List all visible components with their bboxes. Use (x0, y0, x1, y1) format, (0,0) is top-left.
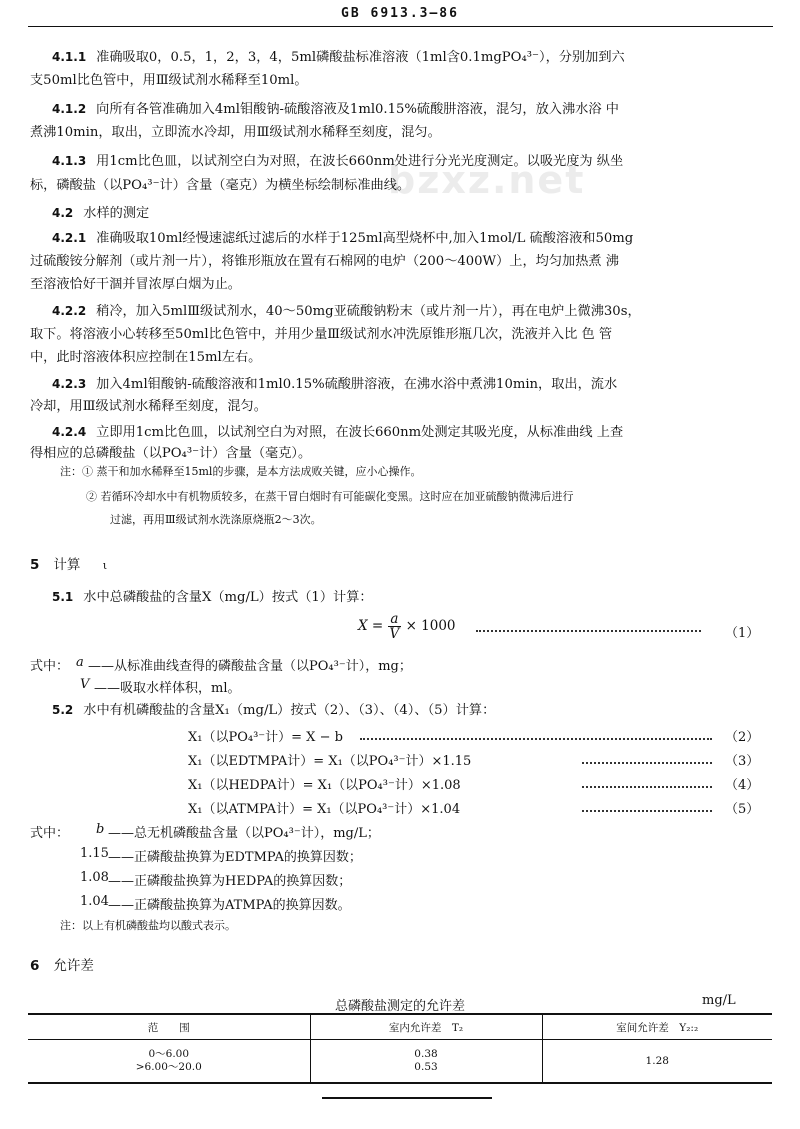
clause-number: 4.2.2 (52, 304, 87, 318)
equation: X₁（以EDTMPA计）= X₁（以PO₄³⁻计）×1.15 (188, 754, 472, 769)
body-line (52, 423, 766, 442)
table-cell-range: 0～6.00 >6.00～20.0 (28, 1040, 310, 1084)
note-line: 过滤，再用Ⅲ级试剂水洗涤原烧瓶2～3次。 (110, 513, 322, 526)
clause-text: 向所有各管准确加入4ml钼酸钠-硫酸溶液及1ml0.15%硫酸肼溶液，混匀，放入沸水浴 中 (96, 102, 619, 117)
note-line: 注：① 蒸干和加水稀释至15ml的步骤，是本方法成败关键，应小心操作。 (60, 465, 422, 478)
clause-text: 支50ml比色管中，用Ⅲ级试剂水稀释至10ml。 (30, 73, 308, 88)
leader-dots (582, 802, 712, 812)
clause-text: 取下。将溶液小心转移至50ml比色管中，并用少量Ⅲ级试剂水冲洗原锥形瓶几次，洗液并入比 色 管 (30, 327, 613, 342)
section-6-heading: 6 允许差 (30, 958, 94, 974)
leader-dots (582, 778, 712, 788)
definition: ——从标准曲线查得的磷酸盐含量（以PO₄³⁻计），mg； (88, 659, 412, 674)
symbol: a (76, 655, 84, 670)
equation-number: （4） (725, 778, 760, 793)
equation-number: （5） (725, 802, 760, 817)
clause-text: 准确吸取10ml经慢速滤纸过滤后的水样于125ml高型烧杯中,加入1mol/L 硫酸溶液和50mg (96, 231, 634, 246)
body-line (30, 398, 766, 416)
table-cell-intra: 0.38 0.53 (310, 1040, 542, 1084)
body-line (30, 124, 766, 142)
footer-rule (322, 1097, 492, 1099)
table-header: 范 围 (28, 1014, 310, 1040)
section-5-heading: 5 计算 ι (30, 557, 108, 573)
table-cell-inter: 1.28 (542, 1040, 772, 1084)
body-line (30, 326, 766, 344)
equation: X₁（以HEDPA计）= X₁（以PO₄³⁻计）×1.08 (188, 778, 461, 793)
symbol: 1.08 (80, 870, 109, 885)
clause-number: 4.1.3 (52, 154, 87, 168)
equation-number: （1） (725, 626, 760, 641)
body-line (52, 229, 766, 248)
symbol: 1.04 (80, 894, 109, 909)
symbol: V (80, 677, 90, 692)
clause-text: 立即用1cm比色皿，以试剂空白为对照，在波长660nm处测定其吸光度，从标准曲线 上查 (96, 425, 624, 440)
clause-number: 4.2 (52, 206, 74, 220)
body-line (30, 445, 766, 463)
clause-text: 至溶液恰好干涸并冒浓厚白烟为止。 (30, 277, 241, 292)
body-line (30, 349, 766, 367)
body-line (52, 100, 766, 119)
tolerance-table (28, 1013, 772, 1084)
clause-number: 4.2.1 (52, 231, 87, 245)
body-line (52, 375, 766, 394)
clause-5-1: 5.1 水中总磷酸盐的含量X（mg/L）按式（1）计算： (52, 590, 373, 605)
clause-text: 加入4ml钼酸钠-硫酸溶液和1ml0.15%硫酸肼溶液，在沸水浴中煮沸10min，取出，流水 (96, 377, 618, 392)
symbol: 1.15 (80, 846, 109, 861)
clause-number: 4.1.2 (52, 102, 87, 116)
clause-text: 煮沸10min，取出，立即流水冷却，用Ⅲ级试剂水稀释至刻度，混匀。 (30, 125, 441, 140)
definition: ——吸取水样体积，ml。 (94, 681, 241, 696)
leader-dots (360, 730, 712, 740)
equation-1: X = $\frac{a}{V}$ × 1000 (358, 611, 456, 642)
where-label: 式中： (30, 826, 70, 841)
table-header: 室间允许差 Y₂:₂ (542, 1014, 772, 1040)
equation: X₁（以PO₄³⁻计）= X − b (188, 730, 343, 745)
page-header: GB 6913.3—86 (341, 6, 459, 21)
clause-text: 准确吸取0，0.5，1，2，3，4，5ml磷酸盐标准溶液（1ml含0.1mgPO₄³⁻），分别加到六 (96, 50, 625, 65)
body-line (30, 72, 766, 90)
equation: X₁（以ATMPA计）= X₁（以PO₄³⁻计）×1.04 (188, 802, 461, 817)
body-line (30, 177, 766, 195)
definition: ——总无机磷酸盐含量（以PO₄³⁻计），mg/L； (108, 826, 380, 841)
definition: ——正磷酸盐换算为EDTMPA的换算因数； (108, 850, 362, 865)
note-line: ② 若循环冷却水中有机物质较多，在蒸干冒白烟时有可能碳化变黑。这时应在加亚硫酸钠微沸后进行 (86, 490, 574, 503)
header-rule (28, 26, 773, 27)
body-line (52, 152, 766, 171)
table-unit: mg/L (702, 993, 736, 1008)
equation-number: （3） (725, 754, 760, 769)
leader-dots (582, 754, 712, 764)
table-caption: 总磷酸盐测定的允许差 (334, 999, 465, 1014)
clause-number: 4.2.3 (52, 377, 87, 391)
equation-number: （2） (725, 730, 760, 745)
clause-text: 中，此时溶液体积应控制在15ml左右。 (30, 350, 262, 365)
leader-dots (476, 622, 701, 632)
clause-number: 4.2.4 (52, 425, 87, 439)
definition: ——正磷酸盐换算为ATMPA的换算因数。 (108, 898, 351, 913)
clause-text: 得相应的总磷酸盐（以PO₄³⁻计）含量（毫克）。 (30, 446, 312, 461)
clause-text: 标，磷酸盐（以PO₄³⁻计）含量（毫克）为横坐标绘制标准曲线。 (30, 178, 411, 193)
symbol: b (96, 822, 105, 837)
clause-text: 稍冷，加入5mlⅢ级试剂水，40～50mg亚硫酸钠粉末（或片剂一片），再在电炉上微沸30s， (96, 304, 641, 319)
clause-5-2: 5.2 水中有机磷酸盐的含量X₁（mg/L）按式（2）、（3）、（4）、（5）计算： (52, 703, 496, 718)
body-line (30, 253, 766, 271)
clause-text: 过硫酸铵分解剂（或片剂一片），将锥形瓶放在置有石棉网的电炉（200～400W）上，均匀加热煮 沸 (30, 254, 619, 269)
body-line (30, 276, 766, 294)
clause-text: 水样的测定 (83, 206, 150, 221)
table-header: 室内允许差 T₂ (310, 1014, 542, 1040)
note: 注：以上有机磷酸盐均以酸式表示。 (60, 919, 236, 932)
watermark: bzxz.net (388, 158, 586, 202)
clause-number: 4.1.1 (52, 50, 87, 64)
clause-text: 用1cm比色皿，以试剂空白为对照，在波长660nm处进行分光光度测定。以吸光度为 纵坐 (96, 154, 624, 169)
clause-text: 冷却，用Ⅲ级试剂水稀释至刻度，混匀。 (30, 399, 267, 414)
body-line (52, 48, 766, 67)
where-label: 式中： (30, 659, 70, 674)
body-line (52, 204, 766, 223)
body-line (52, 302, 766, 321)
definition: ——正磷酸盐换算为HEDPA的换算因数； (108, 874, 352, 889)
